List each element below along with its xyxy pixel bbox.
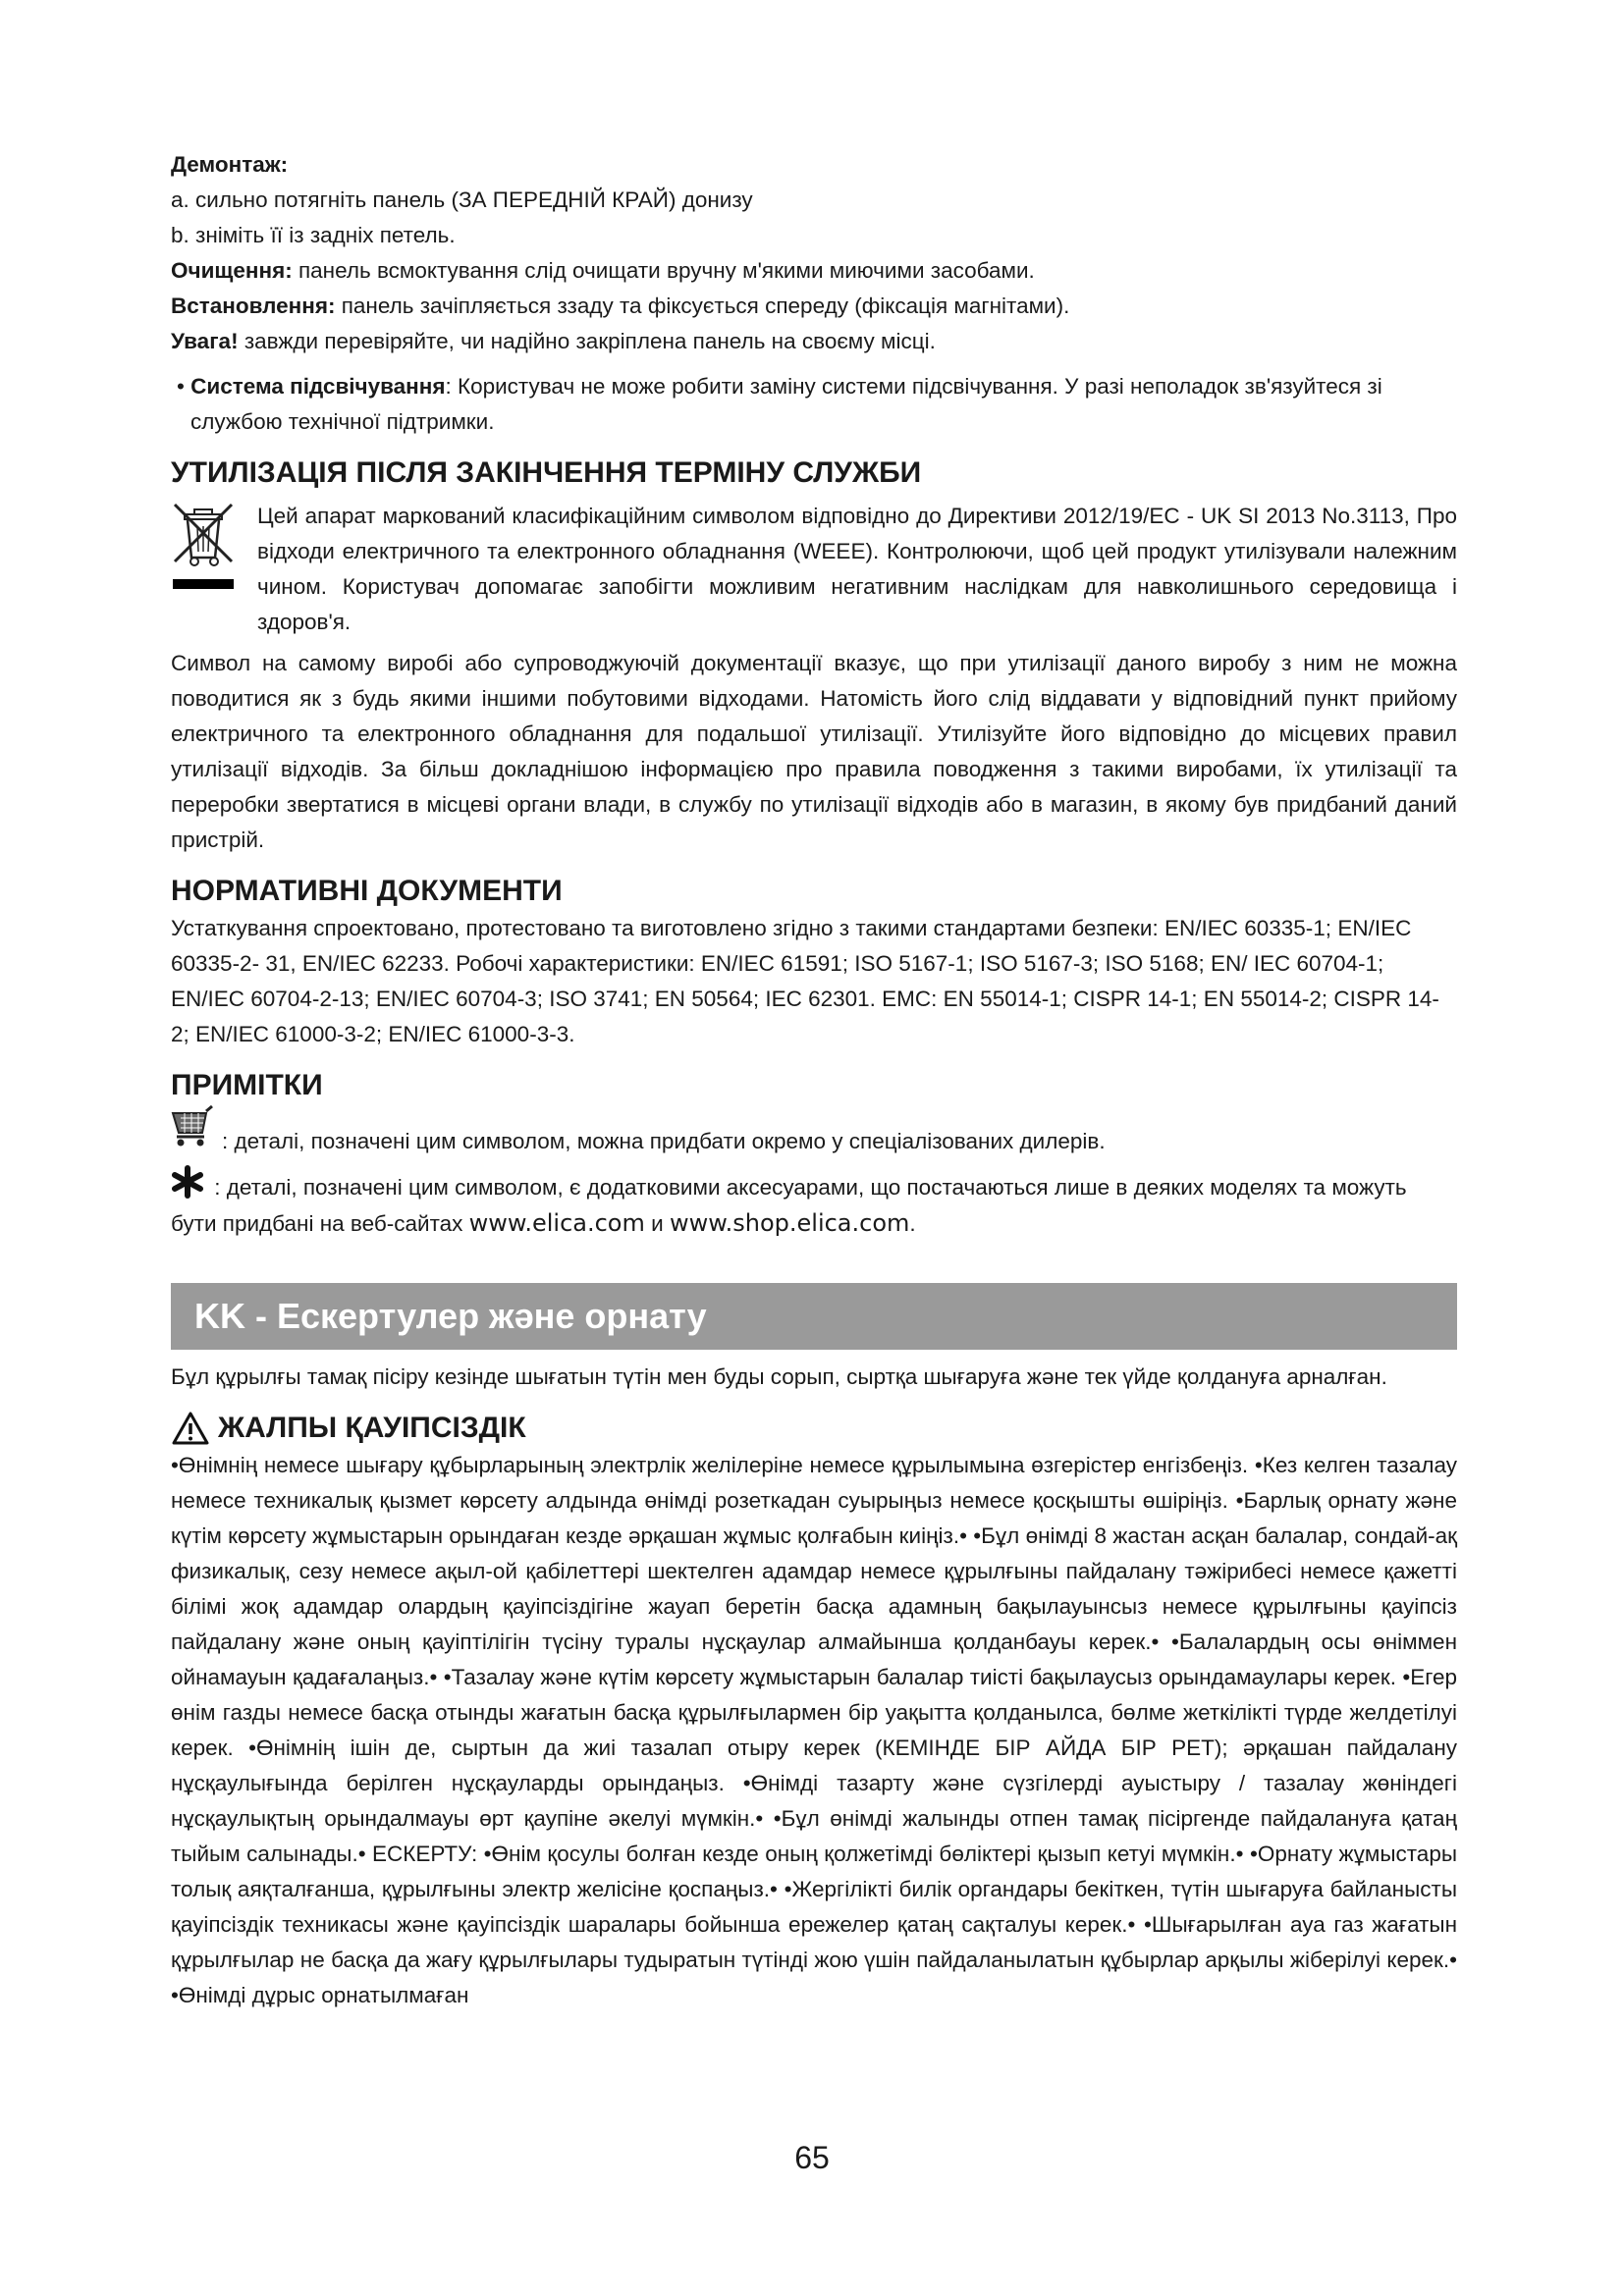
page-number: 65 — [794, 2140, 830, 2175]
notes-section — [171, 1066, 1457, 1242]
weee-bin-icon — [171, 501, 240, 606]
disposal-body: Символ на самому виробі або супроводжуючій документації вказує, що при утилізації даного виробу з ним не можна поводитися як з будь якими іншими побутовими відходами. Натомість його слід віддавати у відповідний пункт прийому електричного та електронного обладнання для подальшої утилізації. Утилізуйте його відповідно до місцевих правил утилізації відходів. За більш докладнішою інформацією про правила поводження з такими виробами, їх утилізації та переробки звертатися в місцеві органи влади, в службу по утилізації відходів або в магазин, в якому був придбаний даний пристрій. — [171, 651, 1457, 852]
warning-text: завжди перевіряйте, чи надійно закріплена панель на своєму місці. — [238, 329, 936, 353]
shopping-cart-icon — [171, 1105, 218, 1159]
standards-title: НОРМАТИВНІ ДОКУМЕНТИ — [171, 875, 563, 907]
star-note — [171, 1165, 1457, 1242]
dismantle-step-b: b. зніміть її із задніх петель. — [171, 223, 456, 247]
install-text: панель зачіпляється ззаду та фіксується спереду (фіксація магнітами). — [335, 294, 1070, 318]
install-label: Встановлення: — [171, 294, 336, 318]
weee-block — [171, 499, 1457, 640]
disposal-section — [171, 454, 1457, 858]
standards-section — [171, 872, 1457, 1052]
kk-intro: Бұл құрылғы тамақ пісіру кезінде шығатын түтін мен буды сорып, сыртқа шығаруға және тек үйде қолдануға арналған. — [171, 1364, 1387, 1389]
standards-body: Устаткування спроектовано, протестовано та виготовлено згідно з такими стандартами безпеки: EN/IEC 60335-1; EN/IEC 60335-2- 31, EN/IEC 62233. Робочі характеристики: EN/IEC 61591; ISO 5167-1; ISO 5167-3; ISO 5168; EN/ IEC 60704-1; EN/IEC 60704-2-13; EN/IEC 60704-3; ISO 3741; EN 50564; IEC 62301. EMC: EN 55014-1; CISPR 14-1; EN 55014-2; CISPR 14-2; EN/IEC 61000-3-2; EN/IEC 61000-3-3. — [171, 916, 1439, 1046]
bullet-mark: • — [177, 374, 185, 399]
weee-text: Цей апарат маркований класифікаційним символом відповідно до Директиви 2012/19/EC - UK SI 2013 No.3113, Про відходи електричного та електронного обладнання (WEEE). Контролюючи, щоб цей продукт утилізували належним чином. Користувач допомагає запобігти можливим негативним наслідкам для навколишнього середовища і здоров'я. — [257, 504, 1457, 634]
install-paragraph — [171, 289, 1457, 324]
url-conjunction: и — [644, 1211, 670, 1236]
disposal-title: УТИЛІЗАЦІЯ ПІСЛЯ ЗАКІНЧЕННЯ ТЕРМІНУ СЛУЖБИ — [171, 456, 922, 489]
elica-url: www.elica.com — [468, 1209, 645, 1237]
cleaning-paragraph — [171, 253, 1457, 289]
note-end: . — [909, 1211, 916, 1236]
notes-title: ПРИМІТКИ — [171, 1069, 323, 1101]
dismantle-section — [171, 147, 1457, 359]
warning-triangle-icon — [171, 1411, 210, 1446]
cart-note-text: : деталі, позначені цим символом, можна придбати окремо у спеціалізованих дилерів. — [222, 1129, 1106, 1153]
elica-shop-url: www.shop.elica.com — [669, 1209, 910, 1237]
cart-note — [171, 1105, 1457, 1159]
cleaning-text: панель всмоктування слід очищати вручну м'якими миючими засобами. — [292, 258, 1035, 283]
dismantle-title: Демонтаж: — [171, 152, 289, 177]
lighting-paragraph — [171, 369, 1457, 440]
kk-banner-title: KK - Ескертулер және орнату — [194, 1296, 707, 1336]
kk-safety-body: •Өнімнің немесе шығару құбырларының электрлік желілеріне немесе құрылымына өзгерістер енгізбеңіз. •Кез келген тазалау немесе техникалық қызмет көрсету алдында өнімді розеткадан суырыңыз немесе қосқышты өшіріңіз. •Барлық орнату және күтім көрсету жұмыстарын орындаған кезде әрқашан жұмыс қолғабын киіңіз.• •Бұл өнімді 8 жастан асқан балалар, сондай-ақ физикалық, сезу немесе ақыл-ой қабілеттері шектелген адамдар немесе құрылғыны пайдалану тәжірибесі немесе қажетті білімі жоқ адамдар олардың қауіпсіздігіне жауап беретін басқа адамның бақылауынсыз немесе құрылғыны қауіпсіз пайдалану және оның қауіптілігін түсіну туралы нұсқаулар алмайынша қолданбауы керек.• •Балалардың осы өніммен ойнамауын қадағалаңыз.• •Тазалау және күтім көрсету жұмыстарын балалар тиісті бақылаусыз орындамаулары керек. •Егер өнім газды немесе басқа отынды жағатын басқа құрылғылармен бір уақытта қолданылса, бөлме жеткілікті түрде желдетілуі керек. •Өнімнің ішін де, сыртын да жиі тазалап отыру керек (КЕМІНДЕ БІР АЙДА БІР РЕТ); әрқашан пайдалану нұсқаулығында берілген нұсқауларды орындаңыз. •Өнімді тазарту және сүзгілерді ауыстыру / тазалау жөніндегі нұсқаулықтың орындалмауы өрт қаупіне әкелуі мүмкін.• •Бұл өнімді жалынды отпен тамақ пісіргенде пайдалануға қатаң тыйым салынады.• ЕСКЕРТУ: •Өнім қосулы болған кезде оның қолжетімді бөліктері қызып кетуі мүмкін.• •Орнату жұмыстары толық аяқталғанша, құрылғыны электр желісіне қоспаңыз.• •Жергілікті билік органдары бекіткен, түтін шығаруға байланысты қауіпсіздік техникасы және қауіпсіздік шаралары бойынша ережелер қатаң сақталуы керек.• •Шығарылған ауа газ жағатын құрылғылар не басқа да жағу құрылғылары тудыратын түтінді жою үшін пайдаланылатын құбырлар арқылы жіберілуі керек.• •Өнімді дұрыс орнатылмаған — [171, 1453, 1457, 2007]
warning-label: Увага! — [171, 329, 239, 353]
lighting-label: Система підсвічування — [190, 374, 446, 399]
page-content — [171, 147, 1457, 2013]
kk-safety-heading — [171, 1409, 1457, 1448]
cleaning-label: Очищення: — [171, 258, 293, 283]
asterisk-icon — [171, 1175, 210, 1200]
lighting-text: : Користувач не може робити заміну системи підсвічування. У разі неполадок зв'язуйтеся зі службою технічної підтримки. — [190, 374, 1382, 434]
dismantle-step-a: a. сильно потягніть панель (ЗА ПЕРЕДНІЙ КРАЙ) донизу — [171, 187, 753, 212]
kk-section-banner — [171, 1283, 1457, 1350]
kk-safety-title: ЖАЛПЫ ҚАУІПСІЗДІК — [218, 1412, 526, 1444]
star-note-text: : деталі, позначені цим символом, є додатковими аксесуарами, що постачаються лише в деяких моделях та можуть бути придбані на веб-сайтах — [171, 1175, 1407, 1236]
warning-paragraph — [171, 324, 1457, 359]
